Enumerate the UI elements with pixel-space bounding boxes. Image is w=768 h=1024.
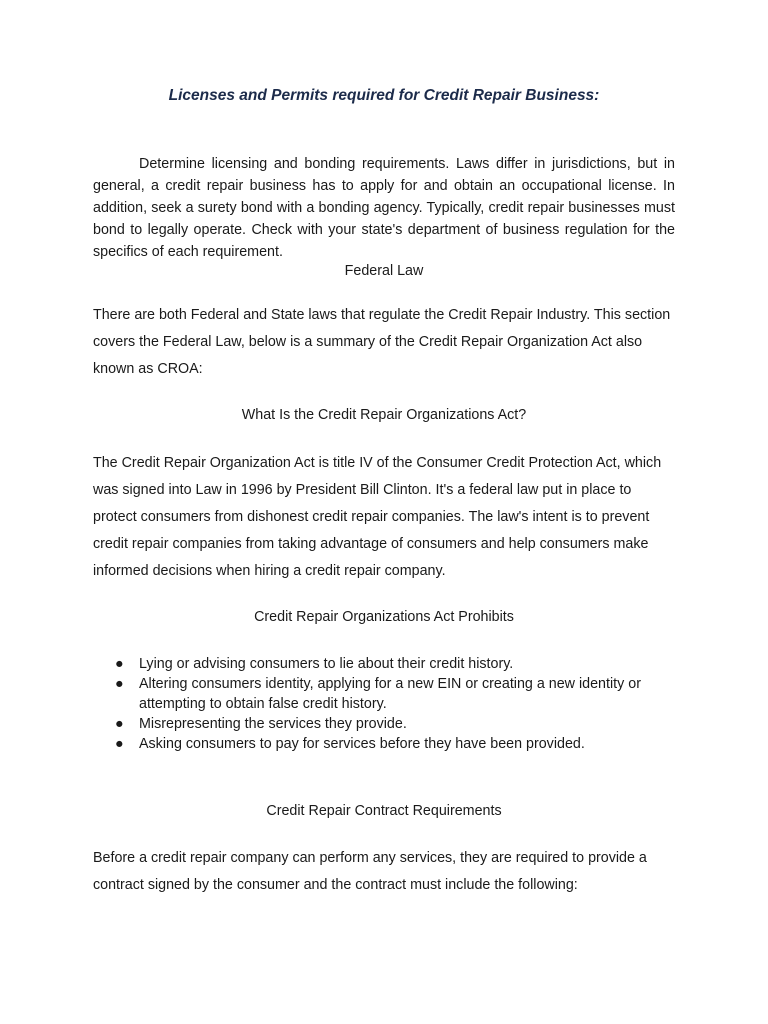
list-item-text: Misrepresenting the services they provide. bbox=[139, 716, 407, 732]
list-item-text: Asking consumers to pay for services before they have been provided. bbox=[139, 736, 585, 752]
list-item-text: Lying or advising consumers to lie about their credit history. bbox=[139, 656, 514, 672]
list-item bbox=[93, 674, 675, 714]
paragraph-federal-state-laws: There are both Federal and State laws that regulate the Credit Repair Industry. This section covers the Federal Law, below is a summary of the Credit Repair Organization Act also known as CROA: bbox=[93, 307, 671, 377]
intro-paragraph: Determine licensing and bonding requirements. Laws differ in jurisdictions, but in general, a credit repair business has to apply for and obtain an occupational license. In addition, seek a surety bond with a bonding agency. Typically, credit repair businesses must bond to legally operate. Check with your state's department of business regulation for the specifics of each requirement. bbox=[93, 156, 675, 260]
list-item bbox=[93, 734, 675, 754]
bullet-icon: ● bbox=[115, 736, 124, 752]
document-title: Licenses and Permits required for Credit Repair Business: bbox=[168, 87, 600, 104]
heading-what-is-croa: What Is the Credit Repair Organizations Act? bbox=[241, 407, 527, 423]
heading-contract-requirements: Credit Repair Contract Requirements bbox=[266, 803, 502, 819]
bullet-icon: ● bbox=[115, 656, 124, 672]
paragraph-croa-description: The Credit Repair Organization Act is title IV of the Consumer Credit Protection Act, which was signed into Law in 1996 by President Bill Clinton. It's a federal law put in place to protect consumers from dishonest credit repair companies. The law's intent is to prevent credit repair companies from taking advantage of consumers and help consumers make informed decisions when hiring a credit repair company. bbox=[93, 455, 662, 579]
bullet-icon: ● bbox=[115, 676, 124, 692]
list-item bbox=[93, 714, 675, 734]
list-item bbox=[93, 654, 675, 674]
list-item-text: Altering consumers identity, applying for a new EIN or creating a new identity or attempting to obtain false credit history. bbox=[139, 676, 641, 712]
heading-federal-law: Federal Law bbox=[344, 263, 424, 279]
paragraph-contract: Before a credit repair company can perform any services, they are required to provide a contract signed by the consumer and the contract must include the following: bbox=[93, 850, 647, 893]
heading-croa-prohibits: Credit Repair Organizations Act Prohibits bbox=[254, 609, 514, 625]
prohibits-list bbox=[93, 654, 675, 754]
bullet-icon: ● bbox=[115, 716, 124, 732]
